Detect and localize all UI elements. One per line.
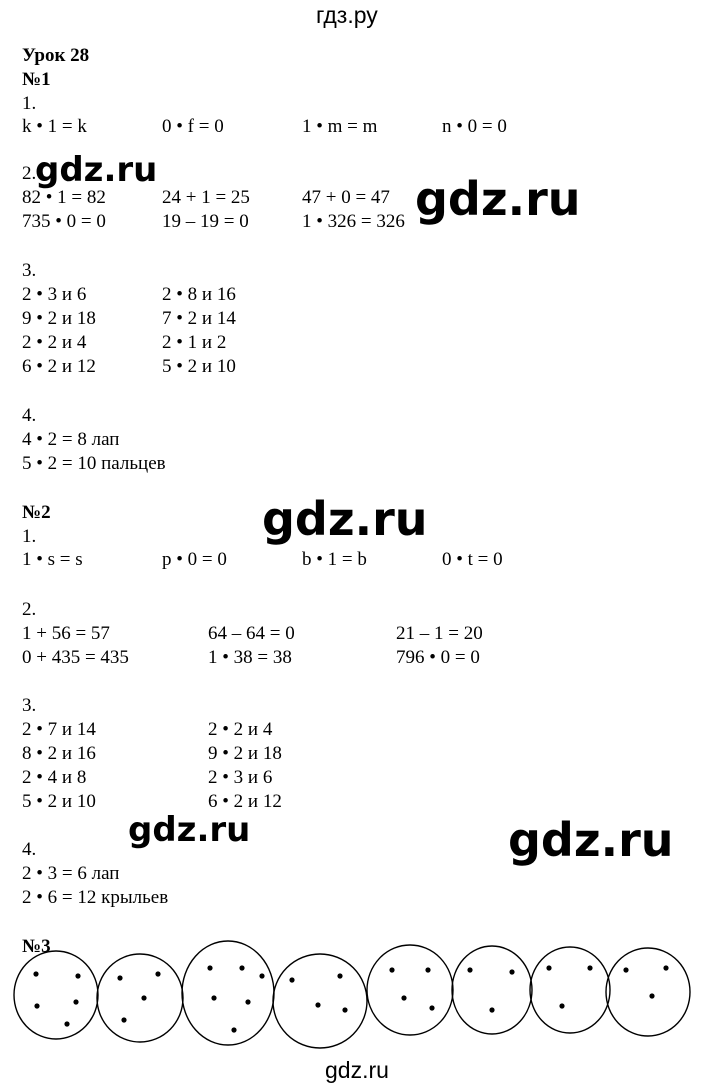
equation: n • 0 = 0: [442, 116, 507, 137]
answer-line: 4 • 2 = 8 лап: [22, 429, 120, 450]
task-number: 4.: [22, 839, 37, 860]
dot: [489, 1007, 494, 1012]
equation: 735 • 0 = 0: [22, 211, 106, 232]
equation: 0 + 435 = 435: [22, 647, 129, 668]
dot-group-circle: [606, 948, 690, 1036]
equation: 64 – 64 = 0: [208, 623, 295, 644]
dot: [546, 965, 551, 970]
dot: [289, 977, 294, 982]
dot: [207, 965, 212, 970]
equation: 1 • s = s: [22, 549, 83, 570]
dot: [155, 971, 160, 976]
answer-line: 2 • 6 = 12 крыльев: [22, 887, 169, 908]
equation: p • 0 = 0: [162, 549, 227, 570]
task-number: 2.: [22, 599, 37, 620]
dot: [509, 969, 514, 974]
dot-group-circle: [452, 946, 532, 1034]
dot: [663, 965, 668, 970]
equation: 82 • 1 = 82: [22, 187, 106, 208]
dot: [231, 1027, 236, 1032]
equation: b • 1 = b: [302, 549, 367, 570]
dot: [425, 967, 430, 972]
dot-group-circle: [182, 941, 274, 1045]
equation: 1 • 326 = 326: [302, 211, 405, 232]
dot: [259, 973, 264, 978]
dot: [389, 967, 394, 972]
equation: 796 • 0 = 0: [396, 647, 480, 668]
pair: 2 • 3 и 6: [22, 284, 87, 305]
pair: 2 • 3 и 6: [208, 767, 273, 788]
task-number: 1.: [22, 93, 37, 114]
equation: 0 • t = 0: [442, 549, 503, 570]
dot: [649, 993, 654, 998]
pair: 6 • 2 и 12: [208, 791, 282, 812]
section-label: №3: [22, 936, 51, 957]
dot: [75, 973, 80, 978]
dot: [559, 1003, 564, 1008]
equation: k • 1 = k: [22, 116, 87, 137]
dot-group-circle: [530, 947, 610, 1033]
equation: 19 – 19 = 0: [162, 211, 249, 232]
watermark: gdz.ru: [128, 810, 251, 850]
dot-group-circle: [367, 945, 453, 1035]
dot: [342, 1007, 347, 1012]
lesson-title: Урок 28: [22, 45, 90, 66]
task-number: 2.: [22, 163, 37, 184]
dot: [117, 975, 122, 980]
dot: [245, 999, 250, 1004]
pair: 8 • 2 и 16: [22, 743, 96, 764]
answer-line: 2 • 3 = 6 лап: [22, 863, 120, 884]
task-number: 1.: [22, 526, 37, 547]
watermark: gdz.ru: [35, 150, 158, 190]
pair: 7 • 2 и 14: [162, 308, 236, 329]
equation: 1 • m = m: [302, 116, 378, 137]
watermark: gdz.ru: [508, 813, 674, 867]
dot: [401, 995, 406, 1000]
dot: [64, 1021, 69, 1026]
site-header: гдз.ру: [316, 2, 378, 28]
site-footer[interactable]: gdz.ru: [325, 1057, 389, 1083]
dot: [211, 995, 216, 1000]
dot: [73, 999, 78, 1004]
task-number: 3.: [22, 695, 37, 716]
dot: [467, 967, 472, 972]
pair: 5 • 2 и 10: [162, 356, 236, 377]
pair: 2 • 8 и 16: [162, 284, 236, 305]
pair: 2 • 4 и 8: [22, 767, 87, 788]
watermark: gdz.ru: [415, 172, 581, 226]
answer-line: 5 • 2 = 10 пальцев: [22, 453, 166, 474]
equation: 1 + 56 = 57: [22, 623, 110, 644]
dot: [315, 1002, 320, 1007]
pair: 2 • 2 и 4: [208, 719, 273, 740]
equation: 1 • 38 = 38: [208, 647, 292, 668]
task-number: 4.: [22, 405, 37, 426]
dot-group-circle: [97, 954, 183, 1042]
dot: [623, 967, 628, 972]
dot-group-circle: [273, 954, 367, 1048]
pair: 5 • 2 и 10: [22, 791, 96, 812]
pair: 9 • 2 и 18: [208, 743, 282, 764]
equation: 47 + 0 = 47: [302, 187, 390, 208]
dot: [239, 965, 244, 970]
task-number: 3.: [22, 260, 37, 281]
section-label: №2: [22, 502, 51, 523]
pair: 6 • 2 и 12: [22, 356, 96, 377]
watermark: gdz.ru: [262, 492, 428, 546]
section-label: №1: [22, 69, 51, 90]
equation: 24 + 1 = 25: [162, 187, 250, 208]
dot: [429, 1005, 434, 1010]
dot: [337, 973, 342, 978]
pair: 2 • 2 и 4: [22, 332, 87, 353]
dot: [34, 1003, 39, 1008]
equation: 21 – 1 = 20: [396, 623, 483, 644]
equation: 0 • f = 0: [162, 116, 224, 137]
pair: 2 • 1 и 2: [162, 332, 227, 353]
dot: [121, 1017, 126, 1022]
dot-group-circle: [14, 951, 98, 1039]
pair: 9 • 2 и 18: [22, 308, 96, 329]
dot: [33, 971, 38, 976]
dot: [141, 995, 146, 1000]
dot: [587, 965, 592, 970]
pair: 2 • 7 и 14: [22, 719, 96, 740]
